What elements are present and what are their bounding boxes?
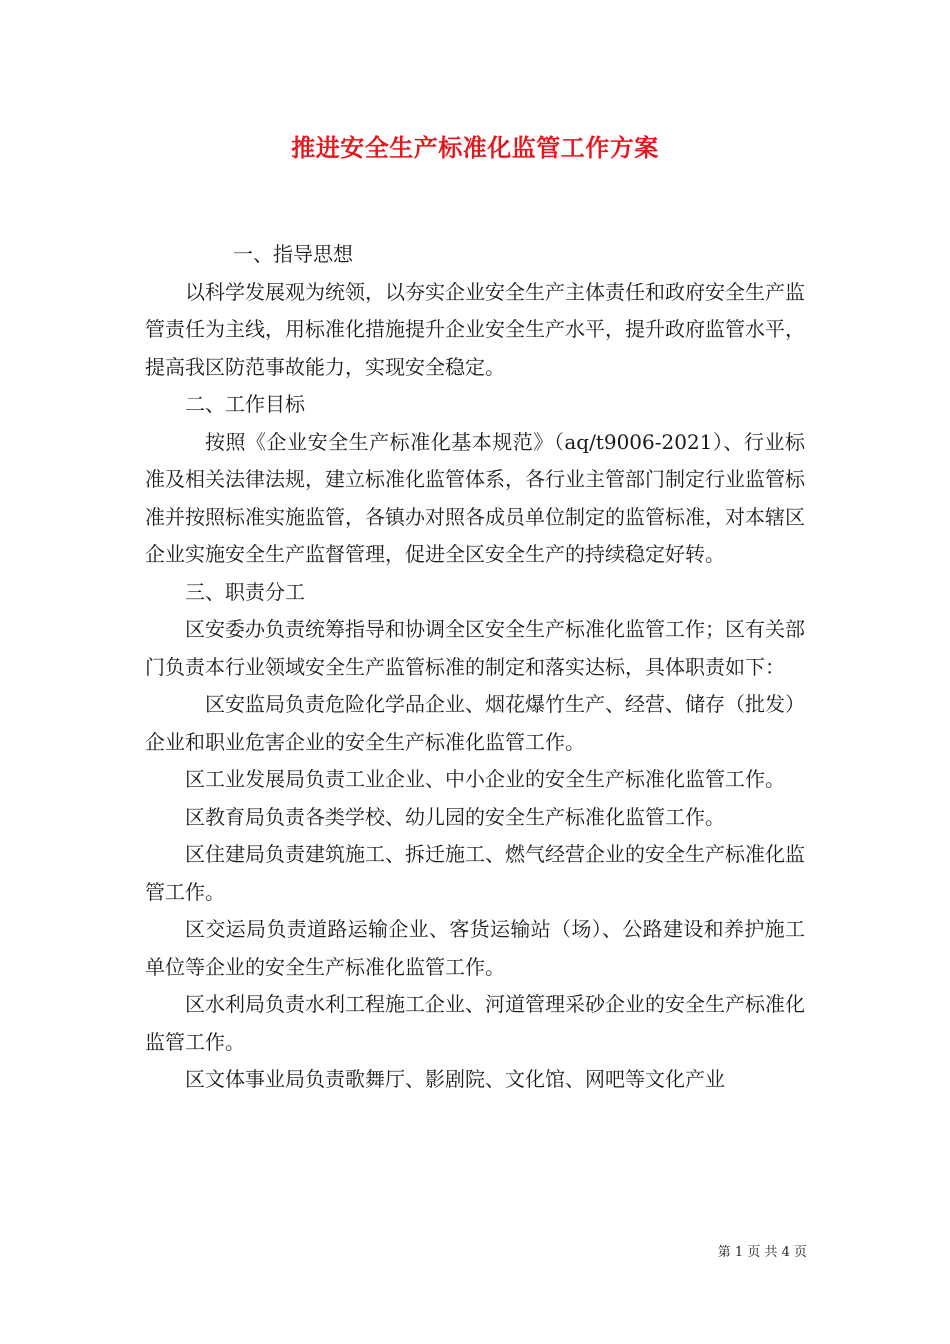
paragraph: 区水利局负责水利工程施工企业、河道管理采砂企业的安全生产标准化监管工作。: [145, 992, 805, 1054]
paragraph: 区交运局负责道路运输企业、客货运输站（场）、公路建设和养护施工单位等企业的安全生产标准化监管工作。: [145, 917, 805, 979]
section-heading-responsibilities: 三、职责分工: [185, 579, 305, 604]
paragraph: 区安监局负责危险化学品企业、烟花爆竹生产、经营、储存（批发）企业和职业危害企业的安全生产标准化监管工作。: [145, 692, 805, 754]
paragraph: 区教育局负责各类学校、幼儿园的安全生产标准化监管工作。: [185, 804, 725, 829]
paragraph: 区工业发展局负责工业企业、中小企业的安全生产标准化监管工作。: [185, 767, 785, 791]
section-heading-work-goals: 二、工作目标: [185, 392, 305, 416]
page-number: 第 1 页 共 4 页: [717, 1245, 807, 1260]
document-title: 推进安全生产标准化监管工作方案: [291, 133, 659, 162]
paragraph: 区安委办负责统筹指导和协调全区安全生产标准化监管工作；区有关部门负责本行业领域安全生产监管标准的制定和落实达标，具体职责如下：: [145, 617, 805, 679]
document-body: [145, 236, 805, 1099]
paragraph: 区文体事业局负责歌舞厅、影剧院、文化馆、网吧等文化产业: [185, 1067, 725, 1091]
paragraph: 区住建局负责建筑施工、拆迁施工、燃气经营企业的安全生产标准化监管工作。: [145, 842, 805, 904]
section-heading-guiding-ideology: 一、指导思想: [233, 242, 353, 266]
paragraph: 按照《企业安全生产标准化基本规范》（aq/t9006-2021）、行业标准及相关法律法规，建立标准化监管体系，各行业主管部门制定行业监管标准并按照标准实施监管，各镇办对照各成员单位制定的监管标准，对本辖区企业实施安全生产监督管理，促进全区安全生产的持续稳定好转。: [145, 429, 805, 566]
paragraph: 以科学发展观为统领，以夯实企业安全生产主体责任和政府安全生产监管责任为主线，用标准化措施提升企业安全生产水平，提升政府监管水平，提高我区防范事故能力，实现安全稳定。: [145, 279, 805, 379]
